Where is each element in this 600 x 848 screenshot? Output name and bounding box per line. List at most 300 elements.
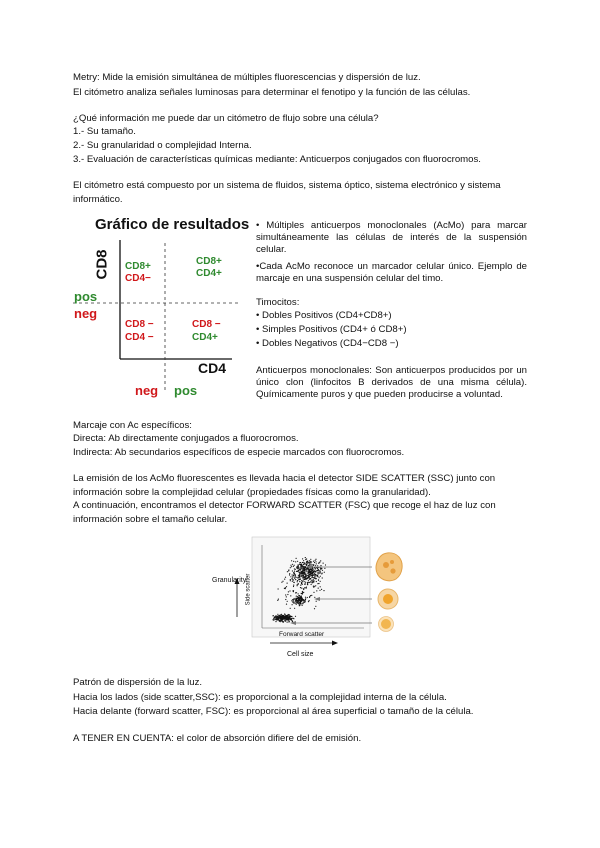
scatter-dot (294, 565, 295, 566)
scatter-dot (293, 566, 294, 567)
scatter-dot (324, 568, 325, 569)
scatter-dot (281, 616, 282, 617)
scatter-dot (297, 567, 298, 568)
scatter-dot (292, 564, 293, 565)
forward-scatter-label: Forward scatter (279, 631, 325, 638)
scatter-dot (314, 586, 315, 587)
scatter-dot (309, 600, 310, 601)
scatter-dot (313, 571, 314, 572)
scatter-dot (285, 599, 286, 600)
scatter-dot (299, 578, 300, 579)
scatter-dot (318, 583, 319, 584)
graph-pos-y-label: pos (74, 289, 98, 304)
scatter-dot (306, 571, 307, 572)
scatter-dot (283, 621, 284, 622)
scatter-dot (313, 586, 314, 587)
scatter-dot (287, 583, 288, 584)
scatter-dot (277, 619, 278, 620)
graph-pos-x-label: pos (174, 383, 198, 398)
scatter-dot (296, 592, 297, 593)
scatter-dot (289, 621, 290, 622)
scatter-dot (295, 616, 296, 617)
scatter-dot (315, 559, 316, 560)
scatter-dot (298, 593, 299, 594)
scatter-dot (312, 576, 313, 577)
granularity-label: Granularity (212, 577, 247, 584)
scatter-dot (306, 570, 307, 571)
scatter-dot (302, 584, 303, 585)
scatter-dot (299, 568, 300, 569)
scatter-dot (309, 578, 310, 579)
scatter-dot (315, 578, 316, 579)
scatter-dot (301, 580, 302, 581)
scatter-dot (312, 577, 313, 578)
scatter-dot (294, 573, 295, 574)
cell-size-label: Cell size (287, 651, 314, 658)
scatter-dot (293, 561, 294, 562)
scatter-dot (292, 574, 293, 575)
scatter-dot (293, 575, 294, 576)
scatter-dot (303, 579, 304, 580)
scatter-dot (300, 600, 301, 601)
scatter-dot (303, 592, 304, 593)
scatter-dot (304, 579, 305, 580)
scatter-dot (311, 595, 312, 596)
quadrant-bottom-right-cd4: CD4+ (192, 332, 218, 343)
scatter-dot (296, 596, 297, 597)
scatter-dot (306, 587, 307, 588)
scatter-dot (300, 587, 301, 588)
scatter-dot (315, 570, 316, 571)
scatter-dot (290, 565, 291, 566)
scatter-dot (292, 579, 293, 580)
intro-line-2: El citómetro analiza señales luminosas para determinar el fenotipo y la función de las células. (73, 87, 471, 98)
scatter-dot (315, 606, 316, 607)
scatter-dot (313, 574, 314, 575)
timocitos-title: Timocitos: (256, 297, 300, 308)
scatter-dot (312, 580, 313, 581)
scatter-dot (287, 571, 288, 572)
scatter-dot (312, 574, 313, 575)
scatter-dot (314, 578, 315, 579)
scatter-dot (292, 590, 293, 591)
scatter-dot (285, 621, 286, 622)
detectors-line-1: La emisión de los AcMo fluorescentes es llevada hacia el detector SIDE SCATTER (SSC) junto con (73, 473, 496, 484)
scatter-dot (308, 580, 309, 581)
scatter-dot (305, 573, 306, 574)
scatter-dot (290, 576, 291, 577)
question-title: ¿Qué información me puede dar un citómetro de flujo sobre una célula? (73, 113, 379, 124)
scatter-dot (290, 615, 291, 616)
scatter-dot (318, 572, 319, 573)
scatter-dot (295, 574, 296, 575)
scatter-dot (286, 596, 287, 597)
scatter-dot (299, 599, 300, 600)
granulocyte-cell-icon (376, 553, 402, 581)
scatter-dot (301, 583, 302, 584)
scatter-dot (319, 570, 320, 571)
scatter-dot (300, 603, 301, 604)
scatter-dot (305, 582, 306, 583)
scatter-dot (305, 579, 306, 580)
pattern-line-1: Hacia los lados (side scatter,SSC): es proporcional a la complejidad interna de la célula. (73, 692, 447, 703)
scatter-dot (302, 591, 303, 592)
scatter-dot (292, 604, 293, 605)
scatter-dot (319, 577, 320, 578)
scatter-dot (286, 616, 287, 617)
scatter-dot (315, 560, 316, 561)
scatter-dot (310, 564, 311, 565)
scatter-dot (302, 577, 303, 578)
graph-neg-y-label: neg (74, 306, 98, 321)
marcaje-title: Marcaje con Ac específicos: (73, 420, 192, 431)
scatter-dot (287, 619, 288, 620)
scatter-dot (281, 582, 282, 583)
scatter-dot (297, 602, 298, 603)
pattern-line-2: Hacia delante (forward scatter, FSC): es proporcional al área superficial o tamaño de la célula. (73, 706, 474, 717)
scatter-dot (286, 615, 287, 616)
scatter-dot (305, 564, 306, 565)
graph-x-axis-label: CD4 (198, 360, 227, 376)
scatter-dot (317, 567, 318, 568)
scatter-dot (316, 581, 317, 582)
scatter-dot (292, 570, 293, 571)
scatter-dot (298, 595, 299, 596)
scatter-dot (289, 573, 290, 574)
scatter-dot (282, 616, 283, 617)
composition-line-1: El citómetro está compuesto por un sistema de fluidos, sistema óptico, sistema electrónico y sistema (73, 180, 501, 191)
scatter-dot (310, 595, 311, 596)
scatter-dot (318, 570, 319, 571)
scatter-dot (273, 615, 274, 616)
scatter-dot (308, 569, 309, 570)
graph-y-axis-label: CD8 (93, 249, 111, 280)
detectors-line-3: A continuación, encontramos el detector FORWARD SCATTER (FSC) que recoge el haz de luz con (73, 500, 496, 511)
scatter-dot (282, 615, 283, 616)
scatter-dot (303, 599, 304, 600)
scatter-dot (325, 564, 326, 565)
scatter-dot (307, 582, 308, 583)
scatter-dot (305, 575, 306, 576)
scatter-dot (309, 560, 310, 561)
scatter-dot (317, 576, 318, 577)
scatter-dot (301, 575, 302, 576)
pattern-title: Patrón de dispersión de la luz. (73, 677, 203, 688)
scatter-dot (314, 573, 315, 574)
scatter-dot (301, 596, 302, 597)
scatter-dot (316, 601, 317, 602)
question-item: 2.- Su granularidad o complejidad Interna. (73, 140, 252, 151)
scatter-dot (319, 562, 320, 563)
scatter-dot (310, 571, 311, 572)
scatter-dot (288, 614, 289, 615)
scatter-dot (278, 588, 279, 589)
scatter-dot (322, 570, 323, 571)
quadrant-top-left-cd4: CD4− (125, 273, 151, 284)
quadrant-top-right-cd4: CD4+ (196, 268, 222, 279)
scatter-dot (297, 580, 298, 581)
scatter-dot (309, 562, 310, 563)
scatter-dot (291, 618, 292, 619)
scatter-dot (310, 562, 311, 563)
scatter-dot (320, 576, 321, 577)
scatter-dot (301, 593, 302, 594)
scatter-dot (290, 595, 291, 596)
scatter-dot (296, 600, 297, 601)
side-scatter-label: Side scatter (245, 573, 252, 606)
monocyte-cell-icon (378, 589, 398, 609)
scatter-dot (315, 561, 316, 562)
scatter-dot (281, 617, 282, 618)
scatter-dot (287, 622, 288, 623)
scatter-dot (313, 581, 314, 582)
scatter-dot (301, 588, 302, 589)
scatter-dot (300, 573, 301, 574)
scatter-dot (299, 572, 300, 573)
scatter-dot (303, 560, 304, 561)
graph-title: Gráfico de resultados (95, 216, 250, 233)
scatter-dot (319, 590, 320, 591)
side-paragraph-1: • Múltiples anticuerpos monoclonales (AcMo) para marcar simultáneamente las células de interés de la suspensión celular. (256, 220, 527, 255)
scatter-dot (302, 603, 303, 604)
scatter-dot (297, 596, 298, 597)
scatter-dot (299, 581, 300, 582)
scatter-dot (292, 576, 293, 577)
scatter-dot (300, 562, 301, 563)
scatter-dot (305, 597, 306, 598)
scatter-dot (312, 581, 313, 582)
scatter-dot (275, 616, 276, 617)
scatter-dot (308, 601, 309, 602)
quadrant-top-left-cd8: CD8+ (125, 261, 151, 272)
scatter-dot (290, 580, 291, 581)
scatter-dot (281, 620, 282, 621)
scatter-dot (278, 619, 279, 620)
scatter-dot (302, 572, 303, 573)
note: A TENER EN CUENTA: el color de absorción difiere del de emisión. (73, 733, 362, 744)
scatter-dot (291, 616, 292, 617)
scatter-dot (308, 575, 309, 576)
scatter-dot (285, 594, 286, 595)
scatter-dot (296, 604, 297, 605)
scatter-dot (301, 565, 302, 566)
scatter-dot (320, 586, 321, 587)
scatter-dot (305, 583, 306, 584)
scatter-dot (293, 586, 294, 587)
scatter-dot (323, 590, 324, 591)
scatter-dot (318, 588, 319, 589)
scatter-dot (292, 581, 293, 582)
scatter-dot (313, 564, 314, 565)
scatter-dot (306, 562, 307, 563)
scatter-dot (317, 583, 318, 584)
scatter-dot (314, 608, 315, 609)
scatter-dot (278, 599, 279, 600)
scatter-dot (295, 576, 296, 577)
scatter-dot (296, 558, 297, 559)
scatter-dot (311, 580, 312, 581)
scatter-dot (291, 560, 292, 561)
marcaje-indirecta: Indirecta: Ab secundarios específicos de especie marcados con fluorocromos. (73, 447, 405, 458)
scatter-dot (318, 580, 319, 581)
scatter-dot (308, 565, 309, 566)
scatter-dot (300, 569, 301, 570)
scatter-dot (313, 592, 314, 593)
scatter-dot (289, 574, 290, 575)
scatter-dot (314, 577, 315, 578)
scatter-dot (297, 561, 298, 562)
detectors-line-4: información sobre el tamaño celular. (73, 514, 228, 525)
scatter-dot (313, 572, 314, 573)
scatter-dot (291, 566, 292, 567)
scatter-dot (298, 570, 299, 571)
scatter-dot (290, 608, 291, 609)
scatter-dot (303, 577, 304, 578)
scatter-dot (303, 568, 304, 569)
quadrant-bottom-right-cd8: CD8 − (192, 319, 221, 330)
scatter-dot (277, 616, 278, 617)
scatter-dot (308, 572, 309, 573)
scatter-dot (321, 573, 322, 574)
scatter-dot (302, 592, 303, 593)
scatter-dot (304, 581, 305, 582)
scatter-dot (321, 568, 322, 569)
scatter-dot (302, 571, 303, 572)
scatter-dot (306, 565, 307, 566)
scatter-dot (275, 621, 276, 622)
scatter-dot (307, 561, 308, 562)
scatter-dot (320, 569, 321, 570)
scatter-dot (286, 604, 287, 605)
scatter-dot (307, 597, 308, 598)
scatter-dot (311, 584, 312, 585)
scatter-dot (314, 562, 315, 563)
scatter-dot (311, 577, 312, 578)
scatter-dot (308, 574, 309, 575)
scatter-dot (298, 579, 299, 580)
scatter-dot (278, 617, 279, 618)
scatter-dot (312, 572, 313, 573)
scatter-dot (309, 569, 310, 570)
scatter-dot (297, 585, 298, 586)
scatter-dot (298, 598, 299, 599)
scatter-dot (305, 567, 306, 568)
scatter-dot (297, 581, 298, 582)
scatter-dot (284, 579, 285, 580)
scatter-dot (284, 614, 285, 615)
timocitos-item: • Simples Positivos (CD4+ ó CD8+) (256, 324, 407, 335)
scatter-dot (281, 614, 282, 615)
scatter-dot (289, 617, 290, 618)
scatter-dot (295, 561, 296, 562)
scatter-dot (313, 580, 314, 581)
scatter-dot (282, 581, 283, 582)
scatter-dot (307, 562, 308, 563)
scatter-dot (274, 619, 275, 620)
scatter-dot (298, 575, 299, 576)
scatter-dot (315, 574, 316, 575)
scatter-dot (310, 581, 311, 582)
scatter-dot (296, 602, 297, 603)
scatter-dot (290, 579, 291, 580)
scatter-dot (299, 605, 300, 606)
timocitos-item: • Dobles Positivos (CD4+CD8+) (256, 310, 392, 321)
scatter-dot (287, 594, 288, 595)
scatter-dot (291, 600, 292, 601)
scatter-dot (295, 569, 296, 570)
scatter-dot (316, 563, 317, 564)
scatter-dot (299, 574, 300, 575)
scatter-dot (304, 600, 305, 601)
scatter-dot (279, 620, 280, 621)
scatter-dot (292, 618, 293, 619)
scatter-dot (302, 600, 303, 601)
scatter-dot (310, 573, 311, 574)
scatter-dot (305, 598, 306, 599)
scatter-dot (318, 573, 319, 574)
scatter-dot (309, 571, 310, 572)
scatter-dot (320, 560, 321, 561)
side-paragraph-3: Anticuerpos monoclonales: Son anticuerpos producidos por un único clon (linfocitos B derivados de una misma célula). Químicamente puros y que pueden producirse a voluntad. (256, 365, 527, 400)
scatter-dot (311, 582, 312, 583)
scatter-dot (283, 618, 284, 619)
scatter-dot (317, 575, 318, 576)
scatter-dot (315, 568, 316, 569)
scatter-dot (311, 561, 312, 562)
scatter-dot (277, 614, 278, 615)
scatter-dot (321, 589, 322, 590)
scatter-dot (310, 575, 311, 576)
scatter-dot (323, 563, 324, 564)
scatter-dot (280, 616, 281, 617)
scatter-dot (290, 567, 291, 568)
scatter-dot (295, 579, 296, 580)
scatter-dot (304, 563, 305, 564)
scatter-dot (307, 584, 308, 585)
scatter-dot (320, 572, 321, 573)
scatter-dot (294, 578, 295, 579)
scatter-dot (285, 588, 286, 589)
scatter-dot (312, 570, 313, 571)
scatter-dot (320, 565, 321, 566)
scatter-dot (297, 601, 298, 602)
marcaje-directa: Directa: Ab directamente conjugados a fluorocromos. (73, 433, 299, 444)
scatter-dot (318, 563, 319, 564)
scatter-dot (315, 565, 316, 566)
scatter-dot (302, 562, 303, 563)
scatter-dot (322, 577, 323, 578)
scatter-dot (303, 601, 304, 602)
scatter-dot (294, 603, 295, 604)
scatter-dot (291, 620, 292, 621)
scatter-dot (293, 572, 294, 573)
lymphocyte-cell-icon (379, 617, 394, 632)
scatter-dot (272, 619, 273, 620)
side-paragraph-2: •Cada AcMo reconoce un marcador celular único. Ejemplo de marcaje en una suspensión celular del timo. (256, 261, 527, 284)
scatter-dot (309, 597, 310, 598)
scatter-dot (280, 618, 281, 619)
scatter-dot (302, 598, 303, 599)
scatter-dot (309, 576, 310, 577)
scatter-dot (293, 601, 294, 602)
scatter-dot (303, 589, 304, 590)
scatter-dot (294, 571, 295, 572)
scatter-dot (289, 590, 290, 591)
scatter-dot (299, 598, 300, 599)
detectors-line-2: información sobre la complejidad celular (propiedades físicas como la granularidad). (73, 487, 431, 498)
scatter-dot (296, 598, 297, 599)
scatter-dot (293, 602, 294, 603)
